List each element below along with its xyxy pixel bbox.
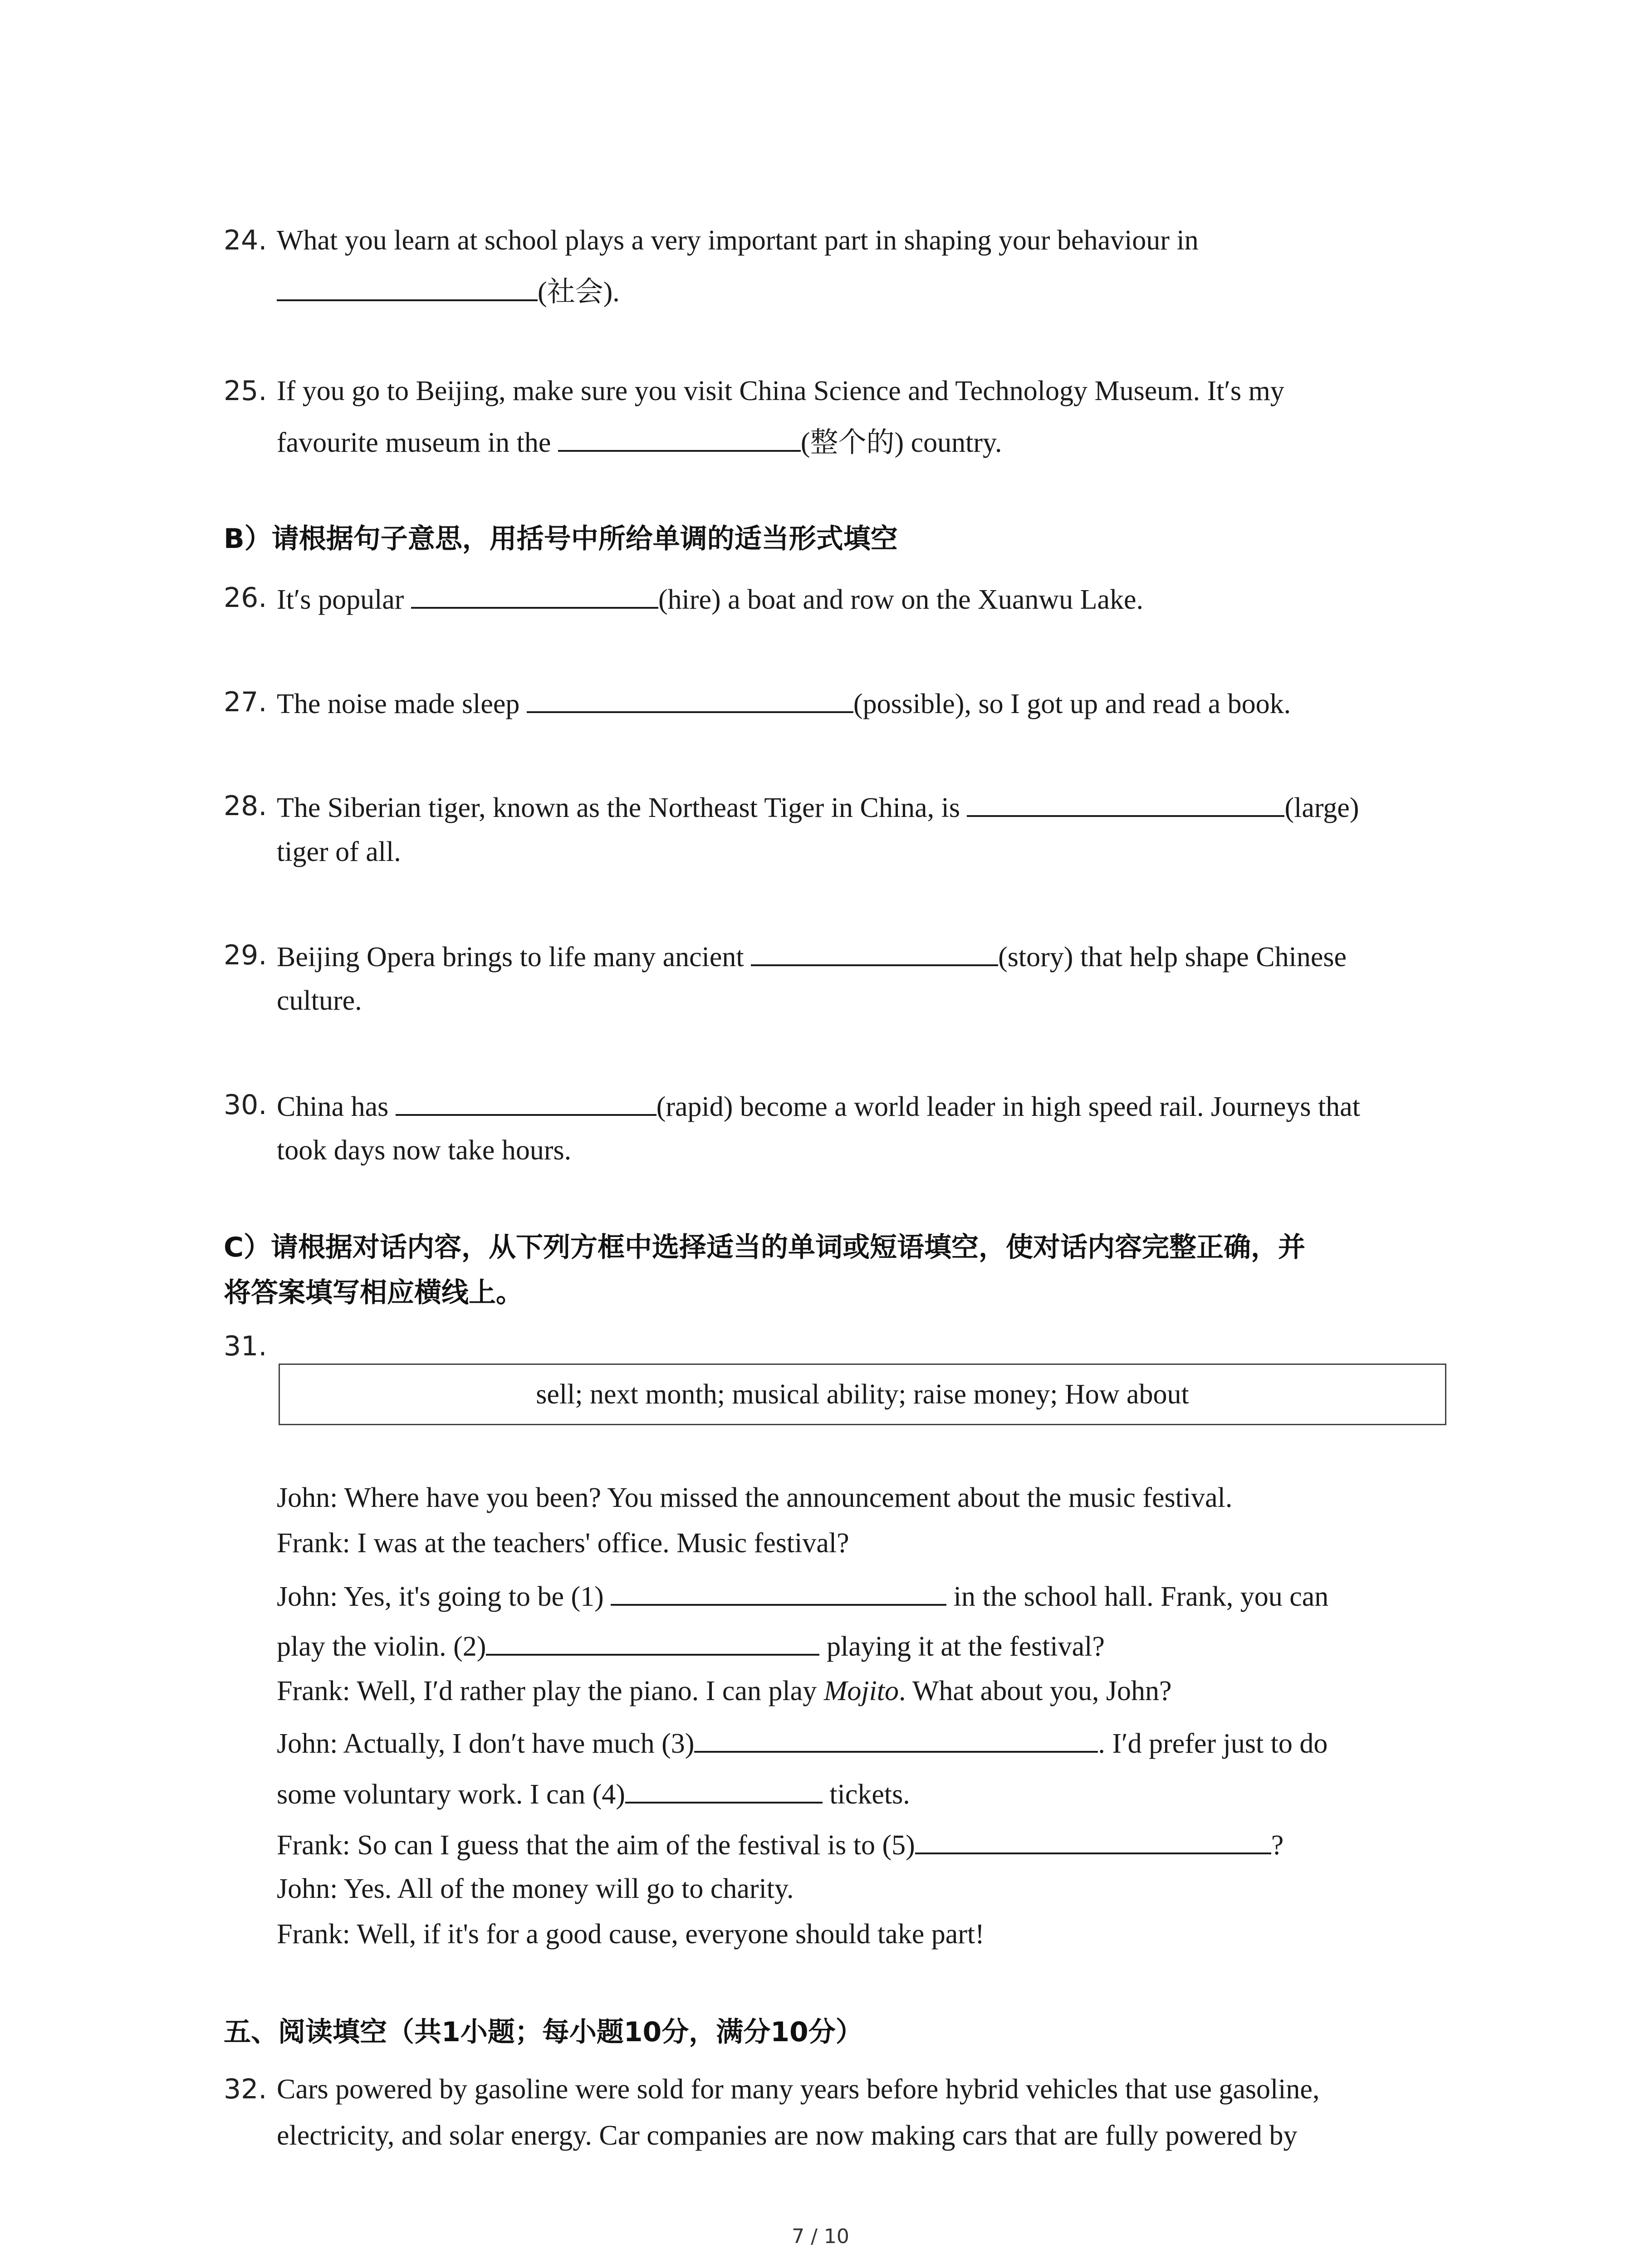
question-text-line2	[277, 272, 620, 310]
question-text: The noise made sleep (possible), so I got up and read a book.	[277, 684, 1291, 722]
answer-blank-1[interactable]	[611, 1577, 946, 1606]
question-number: 26.	[224, 582, 267, 614]
answer-blank[interactable]	[277, 272, 538, 301]
dialogue-line: Frank: I was at the teachers' office. Music festival?	[277, 1528, 849, 1559]
dialogue-line: some voluntary work. I can (4) tickets.	[277, 1774, 910, 1813]
dialogue-line: John: Actually, I don′t have much (3) . I′d prefer just to do	[277, 1724, 1327, 1762]
section-heading-line2: 将答案填写相应横线上。	[224, 1277, 523, 1309]
question-number: 27.	[224, 686, 267, 718]
dialogue-line: John: Yes. All of the money will go to charity.	[277, 1873, 794, 1904]
word-hint: (社会).	[538, 277, 620, 308]
answer-blank-5[interactable]	[915, 1825, 1271, 1854]
answer-blank[interactable]	[396, 1087, 656, 1116]
answer-blank[interactable]	[751, 937, 998, 966]
answer-blank[interactable]	[967, 788, 1284, 817]
page-number: 7 / 10	[792, 2225, 849, 2248]
dialogue-line: John: Yes, it's going to be (1) in the school hall. Frank, you can	[277, 1577, 1328, 1615]
answer-blank[interactable]	[558, 423, 801, 452]
dialogue-line: play the violin. (2) playing it at the festival?	[277, 1627, 1105, 1665]
question-number: 25.	[224, 375, 267, 407]
answer-blank-3[interactable]	[694, 1724, 1098, 1753]
answer-blank[interactable]	[411, 580, 658, 609]
word-hint: (整个的) country.	[800, 427, 1002, 458]
question-number: 24.	[224, 225, 267, 256]
question-text-line2: favourite museum in the (整个的) country.	[277, 423, 1002, 461]
question-text: If you go to Beijing, make sure you visit China Science and Technology Museum. It′s my	[277, 376, 1284, 406]
dialogue-line: Frank: Well, I′d rather play the piano. I can play Mojito. What about you, John?	[277, 1676, 1172, 1706]
answer-blank-4[interactable]	[625, 1774, 823, 1804]
passage-text: Cars powered by gasoline were sold for many years before hybrid vehicles that use gasoline,	[277, 2074, 1320, 2105]
answer-blank-2[interactable]	[486, 1627, 819, 1656]
answer-blank[interactable]	[527, 684, 853, 713]
section-heading: C）请根据对话内容，从下列方框中选择适当的单词或短语填空，使对话内容完整正确，并	[224, 1232, 1306, 1263]
question-text-line2: tiger of all.	[277, 836, 401, 867]
question-number: 31.	[224, 1330, 267, 1362]
question-number: 32.	[224, 2073, 267, 2105]
word-box: sell; next month; musical ability; raise money; How about	[279, 1364, 1446, 1425]
question-text-line2: took days now take hours.	[277, 1135, 572, 1166]
question-text-line2: culture.	[277, 985, 362, 1016]
section-heading: B）请根据句子意思，用括号中所给单调的适当形式填空	[224, 523, 898, 555]
question-number: 29.	[224, 939, 267, 971]
dialogue-line: Frank: So can I guess that the aim of the festival is to (5) ?	[277, 1825, 1283, 1863]
question-text: It′s popular (hire) a boat and row on the Xuanwu Lake.	[277, 580, 1143, 618]
question-text: Beijing Opera brings to life many ancient (story) that help shape Chinese	[277, 937, 1347, 975]
question-text: What you learn at school plays a very important part in shaping your behaviour in	[277, 225, 1199, 256]
dialogue-line: John: Where have you been? You missed the announcement about the music festival.	[277, 1482, 1233, 1513]
passage-text-line2: electricity, and solar energy. Car companies are now making cars that are fully powered by	[277, 2120, 1298, 2151]
section-heading: 五、阅读填空（共1小题；每小题10分，满分10分）	[224, 2016, 863, 2048]
dialogue-line: Frank: Well, if it's for a good cause, everyone should take part!	[277, 1919, 985, 1950]
question-number: 30.	[224, 1089, 267, 1121]
question-text: The Siberian tiger, known as the Northeast Tiger in China, is (large)	[277, 788, 1359, 826]
question-text: China has (rapid) become a world leader in high speed rail. Journeys that	[277, 1087, 1360, 1125]
question-number: 28.	[224, 790, 267, 822]
